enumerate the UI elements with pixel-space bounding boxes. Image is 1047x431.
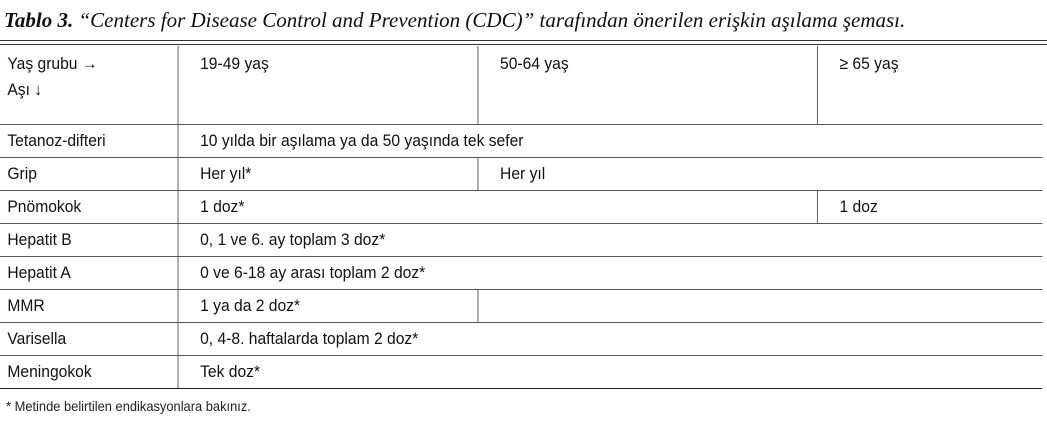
header-50-64: 50-64 yaş [477, 46, 816, 125]
row-label: Tetanoz-difteri [0, 125, 178, 158]
row-cell: Tek doz* [178, 356, 1043, 389]
row-label: Hepatit A [0, 257, 178, 290]
caption-label: Tablo 3. [4, 8, 74, 32]
row-label: Pnömokok [0, 191, 178, 224]
footnote: * Metinde belirtilen endikasyonlara bakınız. [6, 398, 251, 414]
vaccine-header: Aşı ↓ [7, 80, 43, 99]
table-row [0, 158, 1042, 191]
vaccination-table [0, 46, 1042, 389]
header-19-49: 19-49 yaş [178, 46, 478, 125]
table-row [0, 356, 1042, 389]
row-cell: 0 ve 6-18 ay arası toplam 2 doz* [178, 257, 1043, 290]
table-row [0, 224, 1042, 257]
table-row [0, 191, 1042, 224]
corner-header-cell [0, 46, 178, 125]
row-label: Hepatit B [0, 224, 178, 257]
top-rule [0, 40, 1047, 41]
row-cell: 1 doz* [178, 191, 817, 224]
header-65-plus: ≥ 65 yaş [817, 46, 1042, 125]
table-row [0, 125, 1042, 158]
row-cell: Her yıl [477, 158, 1042, 191]
row-cell [477, 290, 1042, 323]
row-cell: 1 ya da 2 doz* [178, 290, 478, 323]
age-group-header: Yaş grubu → [7, 54, 98, 73]
row-cell: Her yıl* [178, 158, 478, 191]
row-cell: 10 yılda bir aşılama ya da 50 yaşında tek sefer [178, 125, 1043, 158]
top-rule-second [0, 44, 1047, 45]
row-label: MMR [0, 290, 178, 323]
table-caption [4, 8, 1044, 33]
caption-text: “Centers for Disease Control and Prevention (CDC)” tarafından önerilen erişkin aşılama şeması. [78, 8, 906, 32]
row-label: Meningokok [0, 356, 178, 389]
row-cell: 0, 4-8. haftalarda toplam 2 doz* [178, 323, 1043, 356]
table-row [0, 257, 1042, 290]
row-label: Grip [0, 158, 178, 191]
table-row [0, 323, 1042, 356]
row-label: Varisella [0, 323, 178, 356]
header-row [0, 46, 1042, 125]
row-cell: 1 doz [817, 191, 1042, 224]
row-cell: 0, 1 ve 6. ay toplam 3 doz* [178, 224, 1043, 257]
table-row [0, 290, 1042, 323]
